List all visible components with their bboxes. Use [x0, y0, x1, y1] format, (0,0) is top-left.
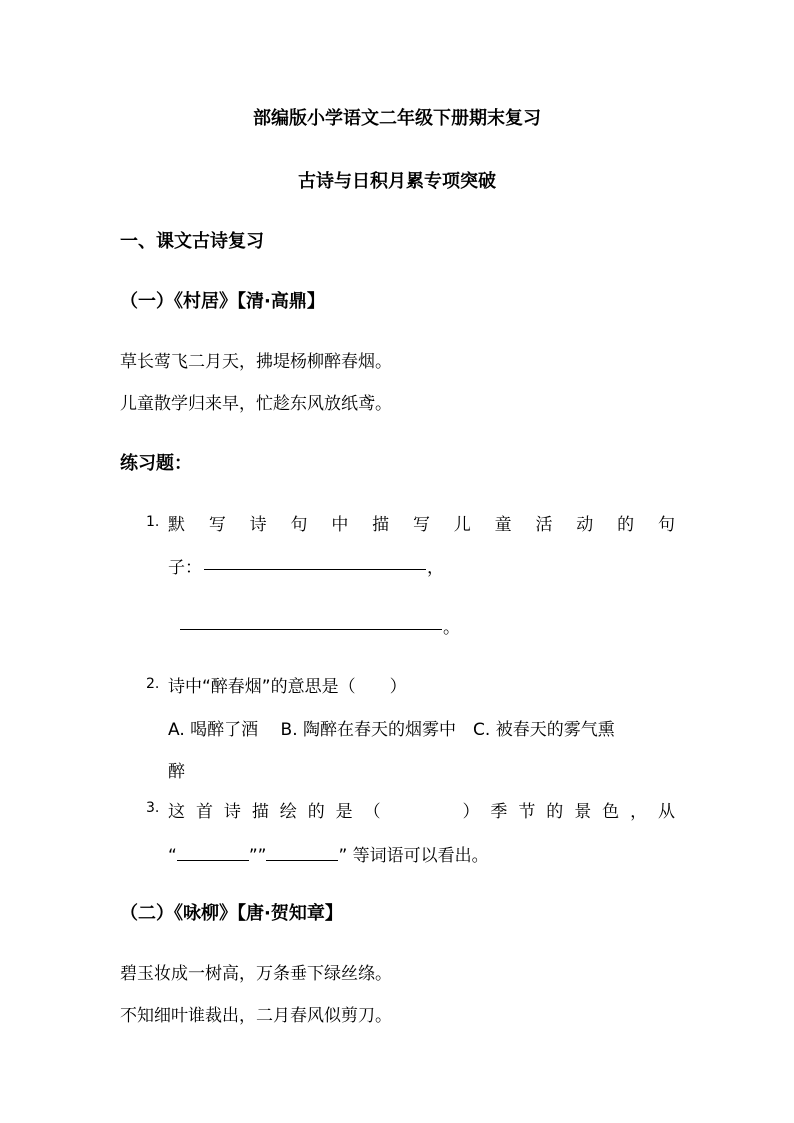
q3-char: ） [462, 802, 480, 822]
q3-char: 是 [335, 802, 353, 822]
q1-char: 童 [494, 515, 512, 535]
q3-char: 从 [658, 802, 675, 822]
q1-char: 动 [576, 515, 594, 535]
q1-answer-blank-2[interactable] [180, 629, 442, 630]
poem1-line-2: 儿童散学归来早，忙趁东风放纸鸢。 [120, 394, 392, 414]
q3-char: 诗 [223, 802, 241, 822]
q1-char: 默 [168, 515, 185, 535]
q3-line-2 [168, 841, 489, 866]
q3-char: 这 [168, 802, 185, 822]
q3-char: 景 [574, 802, 592, 822]
q3-line-1 [168, 797, 675, 822]
q3-tail: 等词语可以看出。 [352, 846, 489, 866]
q3-char: （ [363, 802, 381, 822]
q1-char: 描 [372, 515, 390, 535]
q3-answer-blank-2[interactable] [266, 844, 338, 861]
q1-char: 写 [208, 515, 226, 535]
poem1-heading: （一）《村居》【清·高鼎】 [120, 291, 325, 312]
q3-char: 季 [490, 802, 508, 822]
q1-char: 活 [535, 515, 553, 535]
q3-answer-blank-1[interactable] [177, 844, 249, 861]
exercise-heading: 练习题： [120, 453, 192, 474]
q1-line-1 [168, 510, 675, 535]
q1-char: 写 [412, 515, 430, 535]
q3-quote-mid: ”” [248, 846, 267, 866]
poem2-line-1: 碧玉妆成一树高，万条垂下绿丝绦。 [120, 964, 392, 984]
q3-char: 首 [195, 802, 213, 822]
q2-text: 诗中“醉春烟”的意思是（ ） [168, 677, 407, 697]
q3-char: 的 [307, 802, 325, 822]
q3-char: 描 [251, 802, 269, 822]
q3-quote-close: ” [338, 846, 348, 866]
q3-quote-open: “ [168, 846, 177, 866]
q3-char: 的 [546, 802, 564, 822]
q1-char: 中 [331, 515, 349, 535]
q1-char: 的 [617, 515, 635, 535]
q1-line-2-lead: 子： [168, 558, 202, 578]
q3-answer-gap[interactable] [392, 797, 452, 822]
q2-options: A. 喝醉了酒 B. 陶醉在春天的烟雾中 C. 被春天的雾气熏 [168, 720, 615, 740]
q1-answer-blank-1[interactable] [204, 569, 426, 570]
q2-options-cont: 醉 [168, 762, 185, 782]
q1-char: 句 [290, 515, 308, 535]
q3-number: 3. [146, 800, 160, 816]
q1-char: 儿 [453, 515, 471, 535]
poem2-line-2: 不知细叶谁裁出，二月春风似剪刀。 [120, 1006, 392, 1026]
section-heading: 一、课文古诗复习 [120, 231, 264, 252]
q3-char: 绘 [279, 802, 297, 822]
page-title: 部编版小学语文二年级下册期末复习 [253, 108, 541, 129]
q3-char: 色 [602, 802, 620, 822]
poem2-heading: （二）《咏柳》【唐·贺知章】 [120, 903, 343, 924]
page-subtitle: 古诗与日积月累专项突破 [298, 171, 496, 192]
q2-number: 2. [146, 676, 160, 692]
q1-comma: ， [427, 558, 444, 578]
q3-char: 节 [518, 802, 536, 822]
q1-char: 诗 [249, 515, 267, 535]
q1-number: 1. [146, 514, 160, 530]
q3-char: ， [630, 802, 648, 822]
poem1-line-1: 草长莺飞二月天，拂堤杨柳醉春烟。 [120, 352, 392, 372]
q1-char: 句 [657, 515, 675, 535]
q1-period: 。 [443, 618, 460, 638]
